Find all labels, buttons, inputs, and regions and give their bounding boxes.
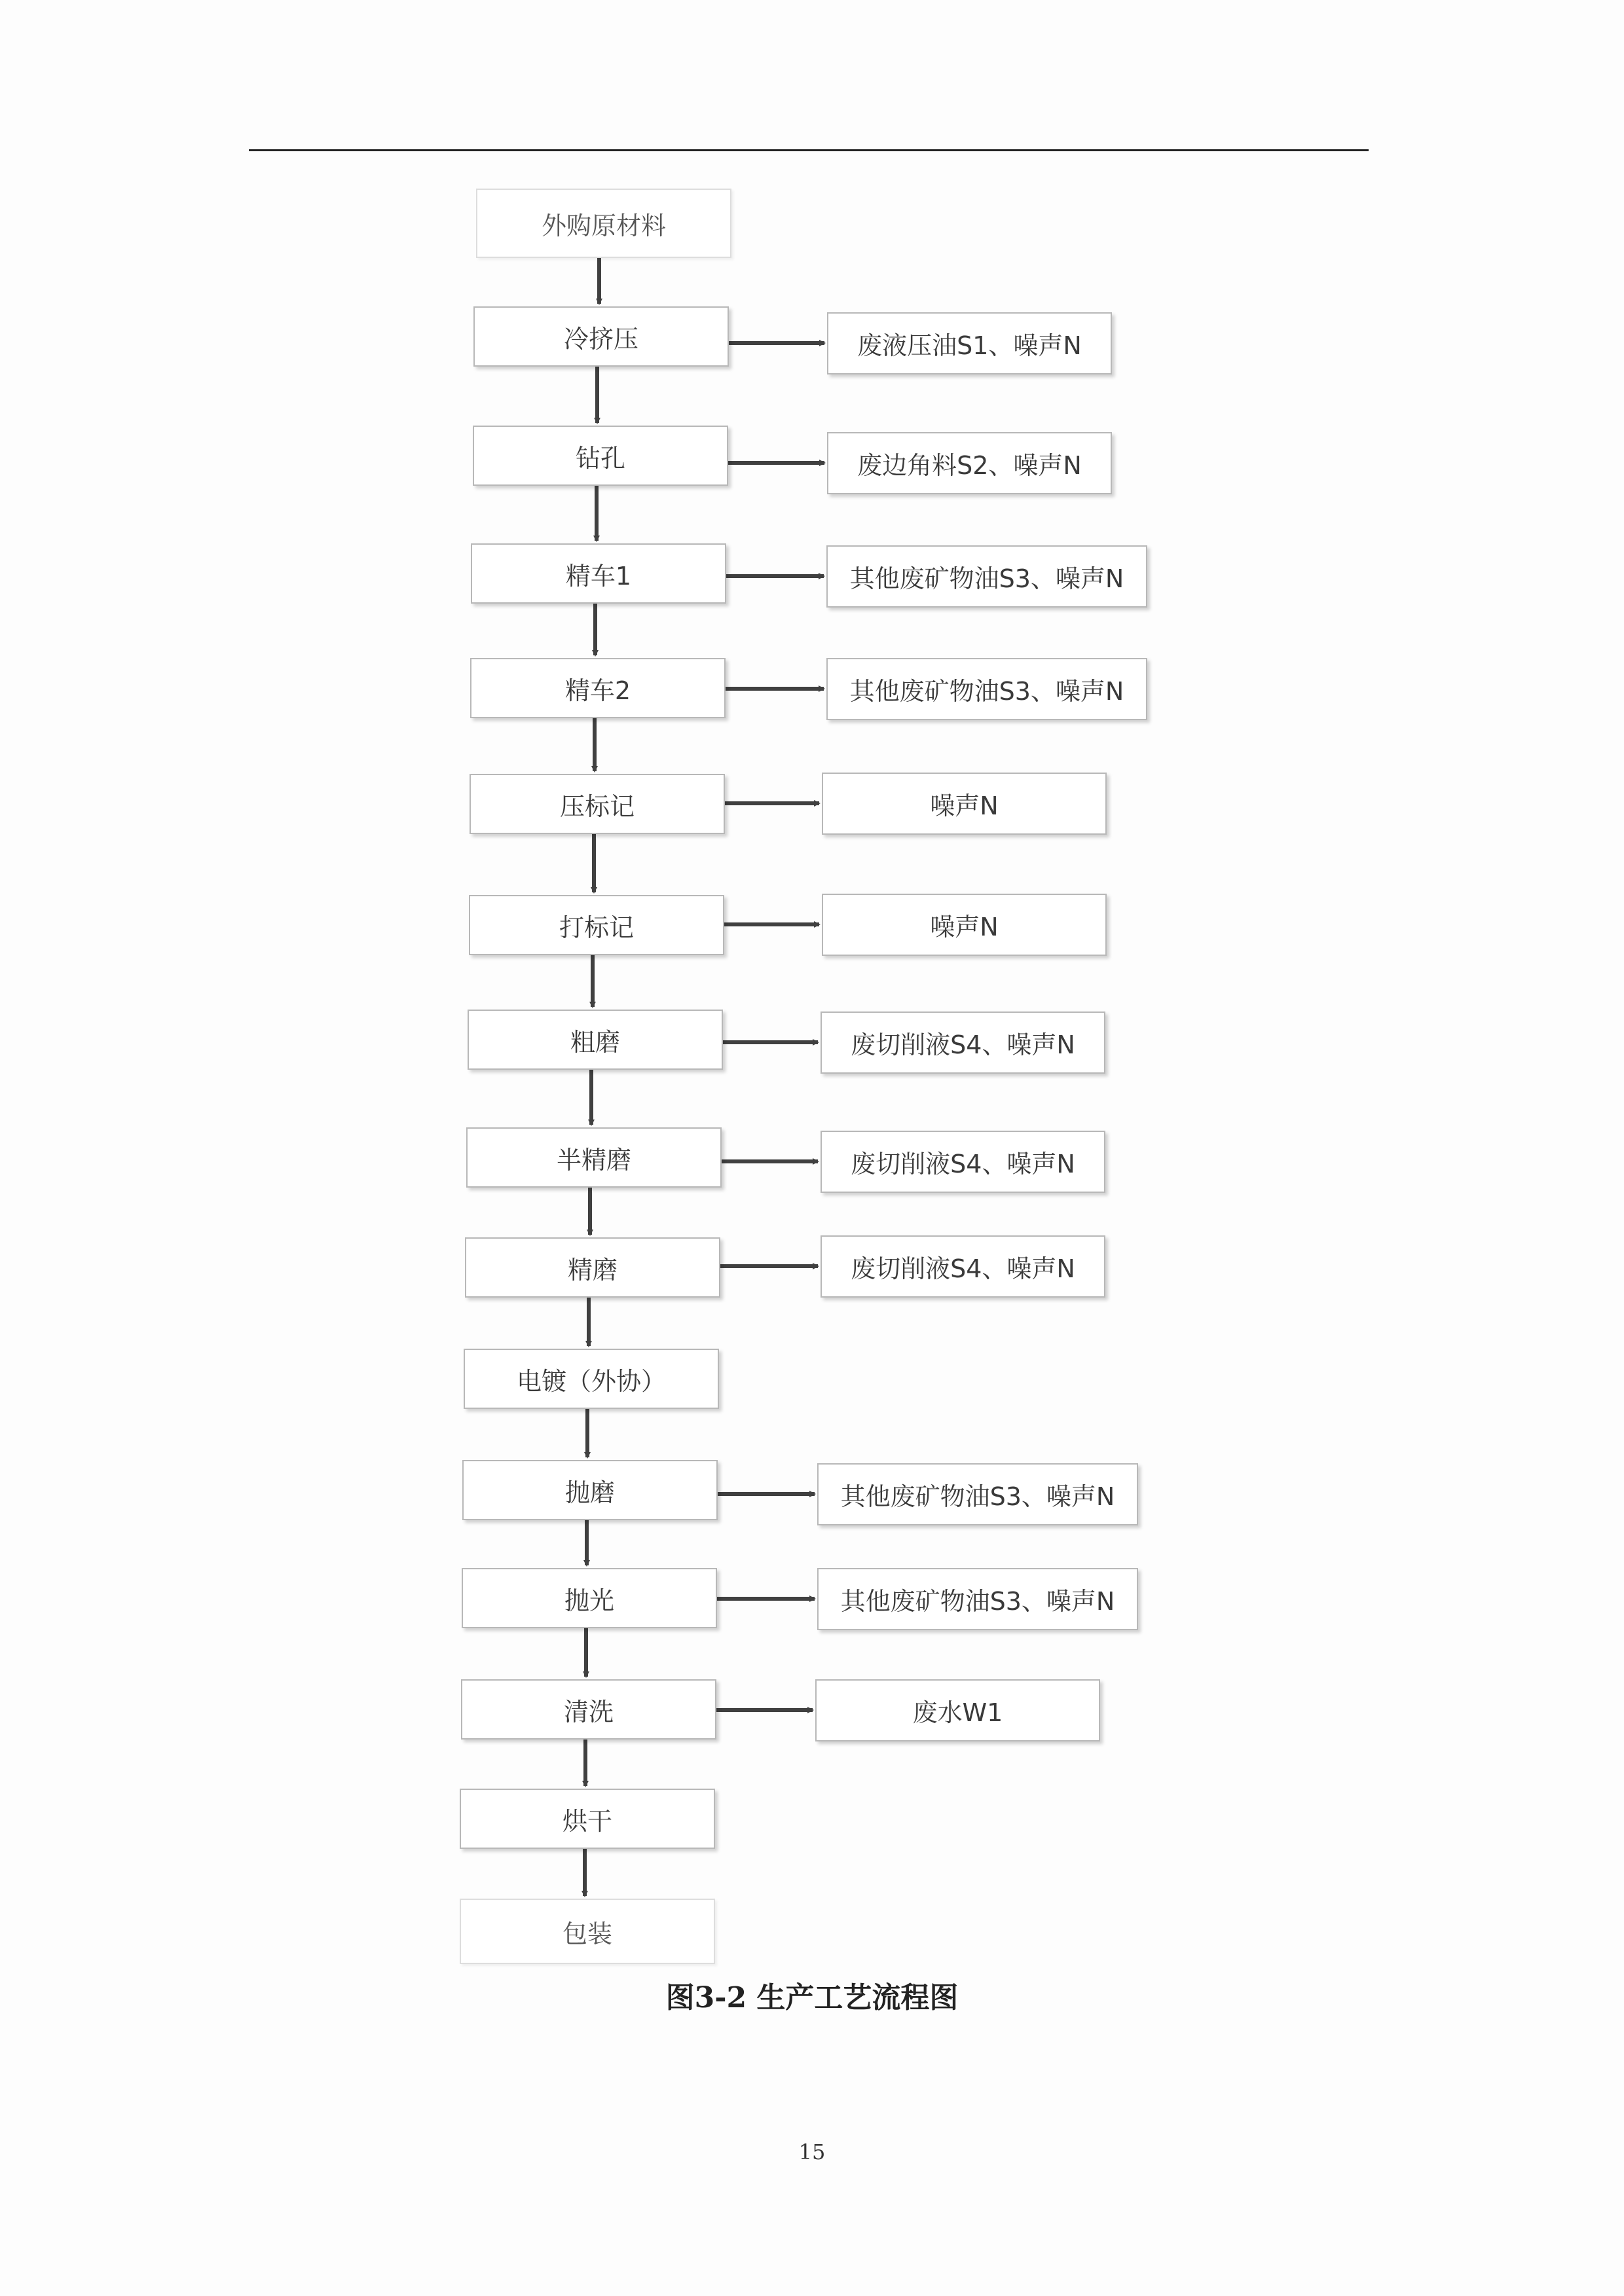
process-step-polish-grinding bbox=[462, 1460, 718, 1520]
output-waste-cutting-fluid bbox=[821, 1011, 1105, 1074]
process-step-finish-turning-2 bbox=[470, 658, 726, 718]
output-waste-scrap bbox=[827, 432, 1112, 494]
output-waste-water bbox=[815, 1679, 1100, 1741]
process-step-label: 精磨 bbox=[567, 1255, 618, 1285]
process-step-drilling bbox=[473, 426, 728, 486]
output-label: 废边角料S2、噪声N bbox=[857, 451, 1082, 480]
output-waste-cutting-fluid bbox=[821, 1235, 1105, 1298]
process-step-label: 压标记 bbox=[559, 792, 635, 821]
output-label: 废切削液S4、噪声N bbox=[851, 1150, 1075, 1178]
process-step-label: 打标记 bbox=[559, 913, 634, 942]
process-step-label: 包装 bbox=[562, 1919, 612, 1948]
process-step-finish-grinding bbox=[465, 1237, 720, 1298]
header-rule bbox=[249, 149, 1369, 151]
process-step-drying bbox=[460, 1789, 715, 1849]
process-step-label: 电镀（外协） bbox=[516, 1366, 666, 1396]
output-label: 其他废矿物油S3、噪声N bbox=[840, 1482, 1115, 1511]
process-step-label: 精车2 bbox=[564, 676, 631, 705]
process-step-label: 抛光 bbox=[564, 1586, 614, 1615]
process-step-rough-grinding bbox=[468, 1010, 723, 1070]
process-step-cold-extrusion bbox=[473, 306, 729, 367]
output-noise bbox=[822, 894, 1107, 956]
process-step-semi-finish-grinding bbox=[466, 1127, 722, 1188]
output-waste-mineral-oil bbox=[826, 658, 1147, 720]
process-step-purchase-raw-material bbox=[476, 189, 731, 258]
output-waste-hydraulic-oil bbox=[827, 312, 1112, 374]
output-waste-mineral-oil bbox=[817, 1463, 1138, 1525]
process-step-print-marking bbox=[469, 895, 724, 955]
output-label: 噪声N bbox=[930, 913, 999, 941]
process-step-label: 抛磨 bbox=[564, 1478, 615, 1507]
process-step-cleaning bbox=[461, 1679, 716, 1740]
output-label: 噪声N bbox=[930, 792, 999, 820]
page-number: 15 bbox=[798, 2140, 826, 2164]
process-step-label: 粗磨 bbox=[570, 1027, 620, 1057]
process-step-label: 半精磨 bbox=[556, 1145, 631, 1175]
output-label: 废切削液S4、噪声N bbox=[851, 1030, 1075, 1059]
output-noise bbox=[822, 773, 1107, 835]
output-waste-mineral-oil bbox=[826, 545, 1147, 608]
process-step-label: 冷挤压 bbox=[563, 324, 638, 354]
process-step-press-marking bbox=[470, 774, 725, 834]
output-waste-mineral-oil bbox=[817, 1568, 1138, 1630]
process-step-electroplating bbox=[464, 1349, 719, 1409]
process-step-label: 钻孔 bbox=[575, 443, 625, 473]
process-step-label: 外购原材料 bbox=[541, 211, 666, 240]
output-label: 其他废矿物油S3、噪声N bbox=[840, 1587, 1115, 1616]
figure-caption: 图3-2 生产工艺流程图 bbox=[665, 1981, 959, 2014]
process-step-polishing bbox=[462, 1568, 717, 1628]
output-label: 废切削液S4、噪声N bbox=[851, 1254, 1075, 1283]
output-label: 废液压油S1、噪声N bbox=[857, 331, 1082, 360]
process-step-label: 清洗 bbox=[563, 1697, 614, 1726]
output-label: 其他废矿物油S3、噪声N bbox=[849, 677, 1124, 706]
output-waste-cutting-fluid bbox=[821, 1131, 1105, 1193]
process-step-finish-turning-1 bbox=[471, 543, 726, 604]
output-label: 其他废矿物油S3、噪声N bbox=[849, 564, 1124, 593]
process-step-label: 精车1 bbox=[565, 561, 632, 591]
output-label: 废水W1 bbox=[912, 1698, 1003, 1727]
process-step-label: 烘干 bbox=[562, 1806, 612, 1836]
process-step-packaging bbox=[460, 1899, 715, 1964]
